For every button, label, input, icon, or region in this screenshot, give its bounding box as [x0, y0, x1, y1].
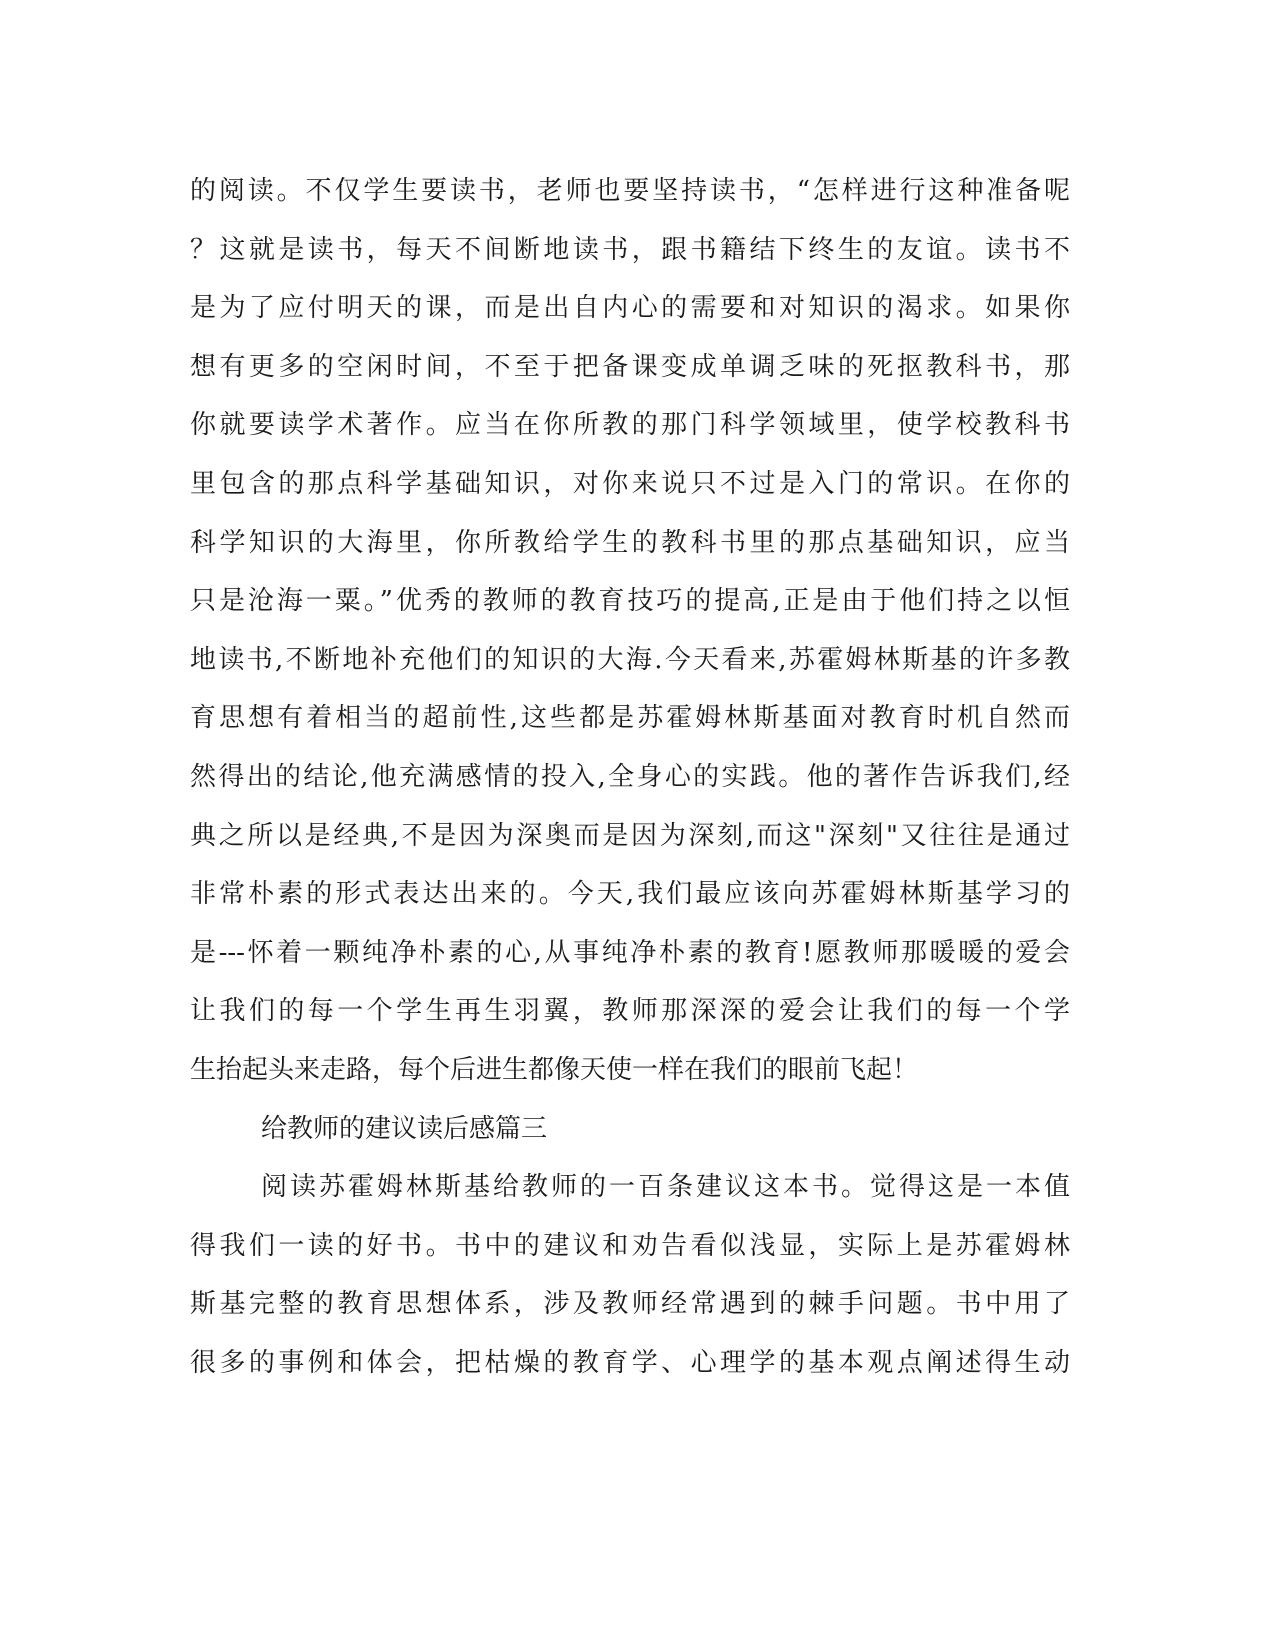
paragraph-1-line: ？这就是读书，每天不间断地读书，跟书籍结下终生的友谊。读书不 — [190, 234, 1070, 265]
paragraph-2-line: 得我们一读的好书。书中的建议和劝告看似浅显，实际上是苏霍姆林 — [190, 1230, 1070, 1261]
paragraph-2-line: 阅读苏霍姆林斯基给教师的一百条建议这本书。觉得这是一本值 — [261, 1172, 1070, 1203]
paragraph-1-line: 想有更多的空闲时间，不至于把备课变成单调乏味的死抠教科书，那 — [190, 351, 1070, 382]
paragraph-1-line: 只是沧海一粟。”优秀的教师的教育技巧的提高,正是由于他们持之以恒 — [190, 586, 1070, 617]
section-heading: 给教师的建议读后感篇三 — [261, 1113, 548, 1144]
paragraph-1-line: 里包含的那点科学基础知识，对你来说只不过是入门的常识。在你的 — [190, 468, 1070, 499]
paragraph-1-line: 非常朴素的形式表达出来的。今天,我们最应该向苏霍姆林斯基学习的 — [190, 879, 1070, 910]
paragraph-1-line: 生抬起头来走路，每个后进生都像天使一样在我们的眼前飞起！ — [190, 1054, 919, 1085]
paragraph-1-line: 典之所以是经典,不是因为深奥而是因为深刻,而这"深刻"又往往是通过 — [190, 820, 1070, 851]
paragraph-1-line: 然得出的结论,他充满感情的投入,全身心的实践。他的著作告诉我们,经 — [190, 761, 1070, 792]
paragraph-1-line: 育思想有着相当的超前性,这些都是苏霍姆林斯基面对教育时机自然而 — [190, 703, 1070, 734]
paragraph-1-line: 你就要读学术著作。应当在你所教的那门科学领域里，使学校教科书 — [190, 410, 1070, 441]
paragraph-1-line: 地读书,不断地补充他们的知识的大海.今天看来,苏霍姆林斯基的许多教 — [190, 644, 1070, 675]
paragraph-1-line: 的阅读。不仅学生要读书，老师也要坚持读书，“怎样进行这种准备呢 — [190, 176, 1070, 206]
paragraph-1-line: 是为了应付明天的课，而是出自内心的需要和对知识的渴求。如果你 — [190, 293, 1070, 324]
paragraph-2-line: 斯基完整的教育思想体系，涉及教师经常遇到的棘手问题。书中用了 — [190, 1289, 1070, 1320]
paragraph-1-line: 让我们的每一个学生再生羽翼，教师那深深的爱会让我们的每一个学 — [190, 996, 1070, 1027]
paragraph-2-line: 很多的事例和体会，把枯燥的教育学、心理学的基本观点阐述得生动 — [190, 1347, 1070, 1378]
paragraph-1-line: 科学知识的大海里，你所教给学生的教科书里的那点基础知识，应当 — [190, 527, 1070, 558]
paragraph-1-line: 是---怀着一颗纯净朴素的心,从事纯净朴素的教育!愿教师那暖暖的爱会 — [190, 937, 1070, 968]
document-body — [190, 162, 1070, 1392]
